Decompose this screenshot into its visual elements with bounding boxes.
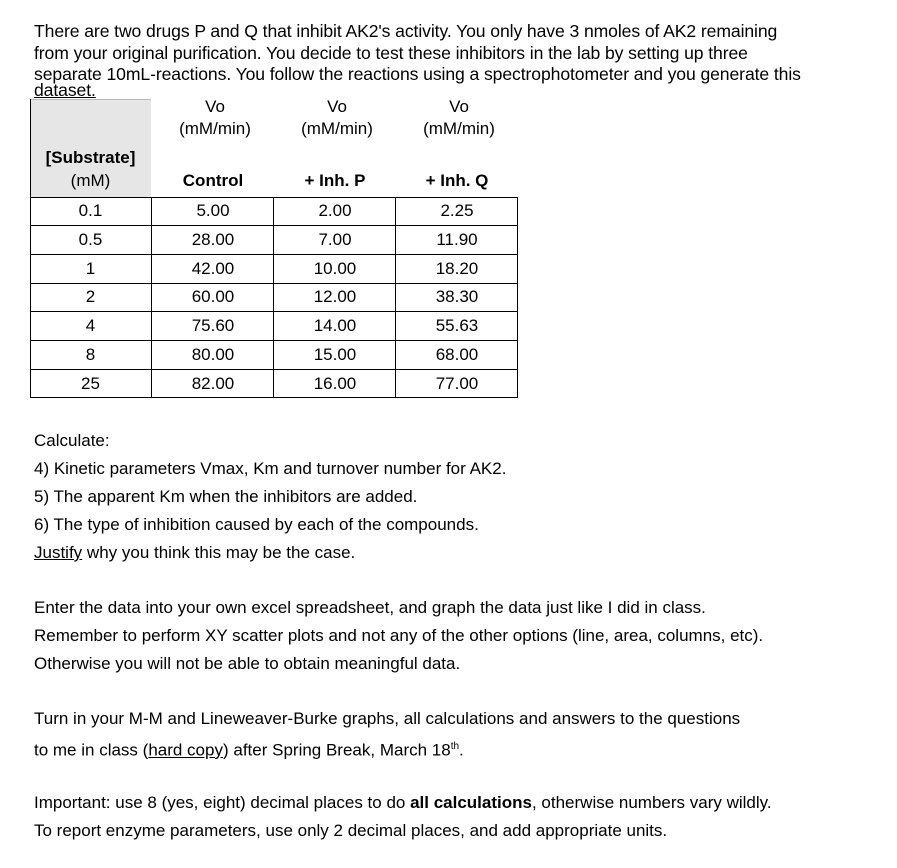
inh-q-cell: 11.90 [436,230,478,249]
column-inh-q: + Inh. Q [425,171,489,190]
intro-paragraph [34,21,884,107]
inh-q-cell: 68.00 [435,345,479,364]
table-rule [30,254,518,255]
intro-line: separate 10mL-reactions. You follow the reactions using a spectrophotometer and you generate this [34,64,801,84]
question-6: 6) The type of inhibition caused by each of the compounds. [34,515,479,534]
justify-rest: why you think this may be the case. [82,543,356,562]
table-rule [151,197,152,398]
important-note [34,789,772,845]
control-cell: 82.00 [191,374,235,393]
inh-q-cell: 77.00 [435,374,479,393]
table-rule [395,197,396,398]
header-substrate: [Substrate] [45,148,136,167]
calculate-section [34,427,506,567]
inh-q-cell: 38.30 [435,287,479,306]
table-rule [30,99,151,100]
control-cell: 75.60 [191,316,235,335]
column-control: Control [182,171,244,190]
table-rule [30,369,518,370]
substrate-cell: 25 [81,374,100,393]
turn-in-line: Turn in your M-M and Lineweaver-Burke graphs, all calculations and answers to the questions [34,709,741,728]
excel-line: Remember to perform XY scatter plots and not any of the other options (line, area, columns, etc). [34,626,764,645]
important-line: To report enzyme parameters, use only 2 decimal places, and add appropriate units. [34,821,668,840]
question-5: 5) The apparent Km when the inhibitors are added. [34,487,418,506]
header-vo-inh-q: Vo (mM/min) [423,97,495,138]
header-vo-control: Vo (mM/min) [179,97,251,138]
calculate-heading: Calculate: [34,431,110,450]
control-cell: 80.00 [191,345,235,364]
excel-line: Enter the data into your own excel spreadsheet, and graph the data just like I did in class. [34,598,706,617]
hard-copy-text: hard copy [148,740,223,760]
justify-line [34,539,506,567]
table-rule [30,397,518,398]
control-cell: 42.00 [191,259,235,278]
all-calculations-text: all calculations [410,793,532,812]
inh-p-cell: 14.00 [313,316,357,335]
table-rule [273,197,274,398]
table-rule [30,340,518,341]
inh-p-cell: 7.00 [318,230,352,249]
substrate-cell: 2 [85,287,96,306]
turn-in-line: to me in class (hard copy) after Spring Break, March 18th. [34,740,464,760]
inh-p-cell: 12.00 [313,287,357,306]
excel-instructions [34,594,763,678]
justify-word: Justify [34,543,83,562]
header-substrate-unit: (mM) [70,171,111,190]
important-line: Important: use 8 (yes, eight) decimal places to do all calculations, otherwise numbers vary wildly. [34,793,772,812]
intro-line: from your original purification. You decide to test these inhibitors in the lab by setting up three [34,42,748,63]
substrate-cell: 1 [85,259,96,278]
inh-q-cell: 55.63 [435,316,479,335]
inh-q-cell: 2.25 [440,201,474,220]
substrate-cell: 4 [85,316,96,335]
header-vo-inh-p: Vo (mM/min) [301,97,373,138]
control-cell: 5.00 [196,201,230,220]
substrate-cell: 8 [85,345,96,364]
substrate-cell: 0.5 [78,230,103,249]
table-rule [517,197,518,398]
intro-line: dataset. [34,79,96,100]
control-cell: 28.00 [191,230,235,249]
table-rule [30,99,31,398]
column-inh-p: + Inh. P [304,171,366,190]
table-rule [30,283,518,284]
table-rule [30,225,518,226]
table-rule [30,197,518,198]
intro-line: There are two drugs P and Q that inhibit AK2's activity. You only have 3 nmoles of AK2 remaining [34,21,778,41]
inh-p-cell: 16.00 [313,374,357,393]
table-rule [30,311,518,312]
inh-p-cell: 2.00 [318,201,352,220]
inh-q-cell: 18.20 [435,259,479,278]
control-cell: 60.00 [191,287,235,306]
inh-p-cell: 10.00 [313,259,357,278]
excel-line: Otherwise you will not be able to obtain meaningful data. [34,654,461,673]
turn-in-instructions [34,705,740,765]
question-4: 4) Kinetic parameters Vmax, Km and turnover number for AK2. [34,459,507,478]
substrate-cell: 0.1 [78,201,103,220]
inh-p-cell: 15.00 [313,345,357,364]
